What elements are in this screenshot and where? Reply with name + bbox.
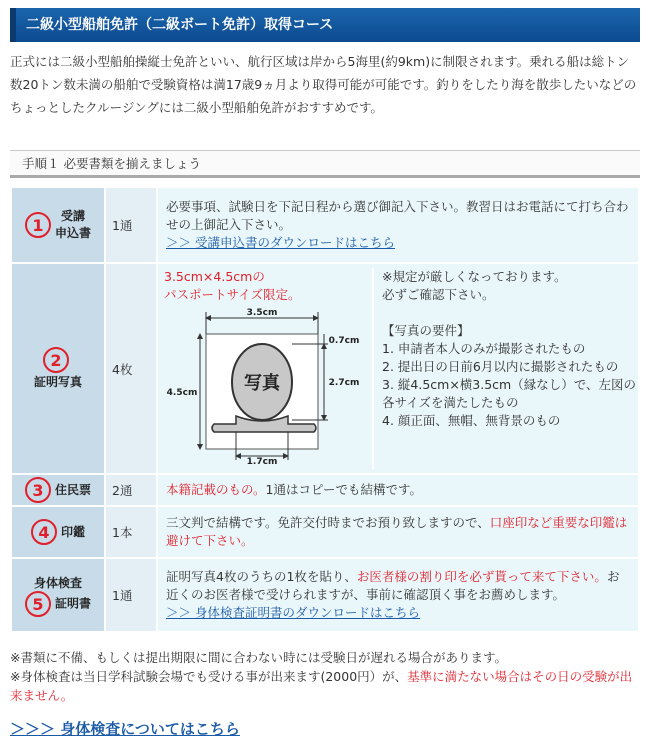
row-qty: 1本 — [105, 506, 157, 558]
application-download-link[interactable]: ＞＞ 受講申込書のダウンロードはこちら — [166, 235, 395, 250]
requirement-item: 1. 申請者本人のみが撮影されたもの — [382, 341, 586, 356]
note-text: ※身体検査は当日学科試験会場でも受ける事が出来ます(2000円）が、 — [10, 669, 408, 684]
table-row — [11, 558, 639, 632]
row-desc-text: 証明写真4枚のうちの1枚を貼り、 — [166, 569, 357, 584]
row-desc-text: お近くのお医者様で受けられますが、事前に確認頂く事をお薦めします。 — [166, 569, 620, 602]
circled-number: 1 — [25, 212, 51, 238]
circled-number: 3 — [25, 477, 51, 503]
requirement-item: 3. 縦4.5cm×横3.5cm（縁なし）で、左図の各サイズを満たしたもの — [382, 377, 636, 410]
circled-number: 5 — [25, 591, 51, 617]
requirements-table — [10, 186, 640, 633]
photo-requirements — [374, 268, 638, 469]
row-name-cell — [11, 474, 105, 506]
row-desc-text: 三文判で結構です。免許交付時までお預り致しますので、 — [166, 515, 490, 530]
dim-height: 4.5cm — [166, 388, 198, 398]
row-qty: 1通 — [105, 187, 157, 263]
row-desc-red: 本籍記載のもの。 — [166, 482, 266, 497]
page-title: 二級小型船舶免許（二級ボート免許）取得コース — [10, 8, 640, 42]
row-name: 印鑑 — [60, 524, 85, 539]
photo-note: ※規定が厳しくなっております。 — [382, 269, 567, 284]
notes — [10, 648, 640, 705]
note-red: 基準に満たない場合はその日の受験が出来ません。 — [10, 669, 633, 703]
row-name-cell — [11, 187, 105, 263]
row-desc-text: 必要事項、試験日を下記日程から選び御記入下さい。教習日はお電話にて打ち合わせの上御記入下さい。 — [166, 199, 629, 232]
row-desc — [157, 474, 639, 506]
step-heading: 手順１ 必要書類を揃えましょう — [10, 150, 640, 178]
photo-note: 必ずご確認下さい。 — [382, 287, 495, 302]
intro-text: 正式には二級小型船舶操縦士免許といい、航行区域は岸から5海里(約9km)に制限されます。乗れる船は総トン数20トン数未満の船舶で受験資格は満17歳9ヵ月より取得可能が可能です。釣りをしたり海を散歩したいなどのちょっとしたクルージングには二級小型船舶免許がおすすめです。 — [10, 54, 637, 115]
dim-top: 0.7cm — [328, 336, 360, 346]
row-desc — [157, 187, 639, 263]
table-row — [11, 263, 639, 474]
row-name: 証明写真 — [33, 375, 82, 389]
photo-label: 写真 — [244, 373, 280, 394]
row-desc-red: お医者様の割り印を必ず貰って来て下さい。 — [356, 569, 607, 584]
note-item: ※書類に不備、もしくは提出期限に間に合わない時には受験日が遅れる場合があります。 — [10, 650, 507, 665]
requirements-title: 【写真の要件】 — [382, 323, 470, 338]
row-name-cell — [11, 558, 105, 632]
photo-size-text: パスポートサイズ限定。 — [164, 287, 301, 302]
row-name: 住民票 — [54, 482, 91, 497]
circled-number: 2 — [43, 347, 69, 373]
requirement-item: 4. 顔正面、無帽、無背景のもの — [382, 413, 561, 428]
dim-face: 2.7cm — [328, 378, 360, 388]
row-desc — [157, 506, 639, 558]
photo-spec — [164, 268, 374, 469]
dim-chin: 1.7cm — [246, 457, 278, 464]
row-desc-text: 1通はコピーでも結構です。 — [265, 482, 422, 497]
row-qty: 2通 — [105, 474, 157, 506]
row-name: 証明書 — [54, 596, 91, 610]
row-name-cell — [11, 506, 105, 558]
photo-size-text: 3.5cm×4.5cmの — [164, 269, 265, 284]
row-desc — [157, 558, 639, 632]
table-row — [11, 187, 639, 263]
table-row — [11, 506, 639, 558]
dim-width: 3.5cm — [246, 308, 278, 318]
row-qty: 1通 — [105, 558, 157, 632]
note-item — [10, 667, 640, 705]
row-qty: 4枚 — [105, 263, 157, 474]
row-name: 受講 — [60, 209, 85, 223]
row-name-cell — [11, 263, 105, 474]
row-desc — [157, 263, 639, 474]
photo-dimension-diagram — [164, 304, 364, 464]
medical-cert-download-link[interactable]: ＞＞ 身体検査証明書のダウンロードはこちら — [166, 605, 420, 620]
medical-exam-info-link[interactable]: ＞＞＞ 身体検査についてはこちら — [10, 720, 240, 738]
row-desc-red: 口座印など重要な印鑑は避けて下さい。 — [166, 515, 628, 548]
requirement-item: 2. 提出日の日前6月以内に撮影されたもの — [382, 359, 619, 374]
table-row — [11, 474, 639, 506]
row-name: 身体検査 — [33, 575, 82, 590]
row-name: 申込書 — [54, 226, 91, 240]
circled-number: 4 — [31, 519, 57, 545]
